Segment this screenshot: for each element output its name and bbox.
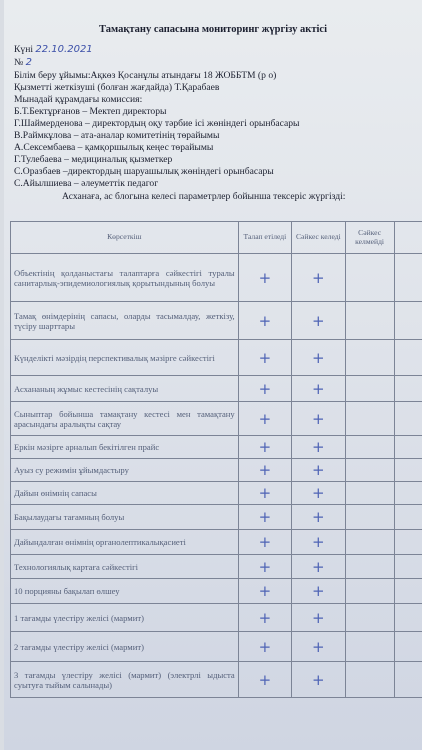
empty-cell xyxy=(345,402,394,436)
row-label: Сыныптар бойынша тамақтану кестесі мен тамақтану арасындағы аралықты сақтау xyxy=(11,402,239,436)
info-line-organization: Білім беру ұйымы:Ақкөз Қосанұлы атындағы 18 ЖОББТМ (р о) xyxy=(14,70,277,81)
plus-mark: + xyxy=(292,254,346,302)
row-label: Дайын өнімнің сапасы xyxy=(11,482,239,505)
plus-mark: + xyxy=(292,340,346,376)
plus-mark: + xyxy=(238,340,291,376)
table-row xyxy=(11,302,422,340)
date-value: 22.10.2021 xyxy=(35,44,93,55)
table-row xyxy=(11,254,422,302)
info-line-member: Г.Шаймерденова – директордың оқу тәрбие ісі жөніндегі орынбасары xyxy=(14,118,300,129)
info-line-member: В.Раймкұлова – ата-аналар комитетінің төрайымы xyxy=(14,130,220,141)
plus-mark: + xyxy=(238,482,291,505)
empty-cell xyxy=(345,505,394,530)
table-row xyxy=(11,376,422,402)
empty-cell xyxy=(345,302,394,340)
empty-cell xyxy=(394,555,422,579)
table-row xyxy=(11,662,422,698)
empty-cell xyxy=(394,402,422,436)
row-label: Еркін мәзірге арналып бекітілген прайс xyxy=(11,436,239,459)
empty-cell xyxy=(345,459,394,482)
table-row xyxy=(11,530,422,555)
row-label: Тамақ өнімдерінің сапасы, оларды тасымалдау, жеткізу, түсіру шарттары xyxy=(11,302,239,340)
empty-cell xyxy=(345,604,394,632)
header-noncompliant: Сәйкес келмейді xyxy=(345,222,394,254)
empty-cell xyxy=(394,340,422,376)
plus-mark: + xyxy=(292,632,346,662)
table-row xyxy=(11,632,422,662)
plus-mark: + xyxy=(292,662,346,698)
plus-mark: + xyxy=(292,482,346,505)
plus-mark: + xyxy=(238,459,291,482)
empty-cell xyxy=(394,662,422,698)
header-indicator: Көрсеткіш xyxy=(11,222,239,254)
row-label: Күнделікті мәзірдің перспективалық мәзірге сәйкестігі xyxy=(11,340,239,376)
empty-cell xyxy=(394,604,422,632)
row-label: 1 тағамды үлестіру желісі (мармит) xyxy=(11,604,239,632)
header-required: Талап етіледі xyxy=(238,222,291,254)
plus-mark: + xyxy=(292,302,346,340)
table-row xyxy=(11,436,422,459)
date-label: Күні xyxy=(14,44,33,55)
plus-mark: + xyxy=(292,604,346,632)
empty-cell xyxy=(345,632,394,662)
header-extra xyxy=(394,222,422,254)
plus-mark: + xyxy=(238,604,291,632)
info-line-member: С.Оразбаев –директордың шаруашылық жөніндегі орынбасары xyxy=(14,166,274,177)
empty-cell xyxy=(345,376,394,402)
number-value: 2 xyxy=(25,57,32,68)
plus-mark: + xyxy=(238,579,291,604)
row-label: 3 тағамды үлестіру желісі (мармит) (электрлі ыдыста суытуға тыйым салынады) xyxy=(11,662,239,698)
empty-cell xyxy=(394,579,422,604)
row-label: Асхананың жұмыс кестесінің сақталуы xyxy=(11,376,239,402)
plus-mark: + xyxy=(238,402,291,436)
empty-cell xyxy=(345,340,394,376)
header-compliant: Сәйкес келеді xyxy=(292,222,346,254)
plus-mark: + xyxy=(238,254,291,302)
empty-cell xyxy=(345,662,394,698)
plus-mark: + xyxy=(238,662,291,698)
plus-mark: + xyxy=(292,459,346,482)
info-line-member: С.Айылшиева – әлеуметтік педагог xyxy=(14,178,159,189)
row-label: Бақылаудағы тағамның болуы xyxy=(11,505,239,530)
inspection-table xyxy=(10,221,422,698)
empty-cell xyxy=(394,459,422,482)
empty-cell xyxy=(394,376,422,402)
table-row xyxy=(11,482,422,505)
date-line xyxy=(14,44,93,55)
plus-mark: + xyxy=(238,505,291,530)
row-label: 2 тағамды үлестіру желісі (мармит) xyxy=(11,632,239,662)
table-row xyxy=(11,402,422,436)
empty-cell xyxy=(345,530,394,555)
plus-mark: + xyxy=(238,436,291,459)
empty-cell xyxy=(345,482,394,505)
row-label: Объектінің қолданыстағы талаптарға сәйкестігі туралы санитарлық-эпидемиологиялық қорытындының болуы xyxy=(11,254,239,302)
row-label: Дайындалған өнімнің органолептикалықасиеті xyxy=(11,530,239,555)
info-line-member: Б.Т.Бектұрғанов – Мектеп директоры xyxy=(14,106,167,117)
plus-mark: + xyxy=(292,376,346,402)
table-row xyxy=(11,340,422,376)
empty-cell xyxy=(394,482,422,505)
plus-mark: + xyxy=(292,505,346,530)
info-line-commission: Мынадай құрамдағы комиссия: xyxy=(14,94,143,105)
empty-cell xyxy=(345,555,394,579)
plus-mark: + xyxy=(238,555,291,579)
table-header-row xyxy=(11,222,422,254)
plus-mark: + xyxy=(292,530,346,555)
intro-line: Асханаға, ас блогына келесі параметрлер бойынша тексеріс жүргізді: xyxy=(62,191,346,202)
plus-mark: + xyxy=(238,302,291,340)
row-label: 10 порцияны бақылап өлшеу xyxy=(11,579,239,604)
plus-mark: + xyxy=(292,402,346,436)
plus-mark: + xyxy=(292,436,346,459)
empty-cell xyxy=(394,436,422,459)
plus-mark: + xyxy=(292,555,346,579)
empty-cell xyxy=(394,632,422,662)
table-row xyxy=(11,459,422,482)
empty-cell xyxy=(394,302,422,340)
empty-cell xyxy=(345,436,394,459)
plus-mark: + xyxy=(238,530,291,555)
row-label: Технологиялық картаға сәйкестігі xyxy=(11,555,239,579)
info-line-member: Г.Тулебаева – медициналық қызметкер xyxy=(14,154,173,165)
table-row xyxy=(11,555,422,579)
empty-cell xyxy=(394,530,422,555)
table-row xyxy=(11,505,422,530)
plus-mark: + xyxy=(238,376,291,402)
info-line-supplier: Қызметті жеткізуші (болған жағдайда) Т.Қарабаев xyxy=(14,82,220,93)
number-label: № xyxy=(14,57,24,68)
row-label: Ауыз су режимін ұйымдастыру xyxy=(11,459,239,482)
empty-cell xyxy=(394,505,422,530)
empty-cell xyxy=(345,254,394,302)
table-row xyxy=(11,579,422,604)
empty-cell xyxy=(394,254,422,302)
table-row xyxy=(11,604,422,632)
plus-mark: + xyxy=(238,632,291,662)
empty-cell xyxy=(345,579,394,604)
document-title: Тамақтану сапасына мониторинг жүргізу актісі xyxy=(99,24,327,35)
plus-mark: + xyxy=(292,579,346,604)
document-page xyxy=(4,0,422,750)
number-line xyxy=(14,57,32,68)
info-line-member: А.Сексембаева – қамқоршылық кеңес төрайымы xyxy=(14,142,214,153)
